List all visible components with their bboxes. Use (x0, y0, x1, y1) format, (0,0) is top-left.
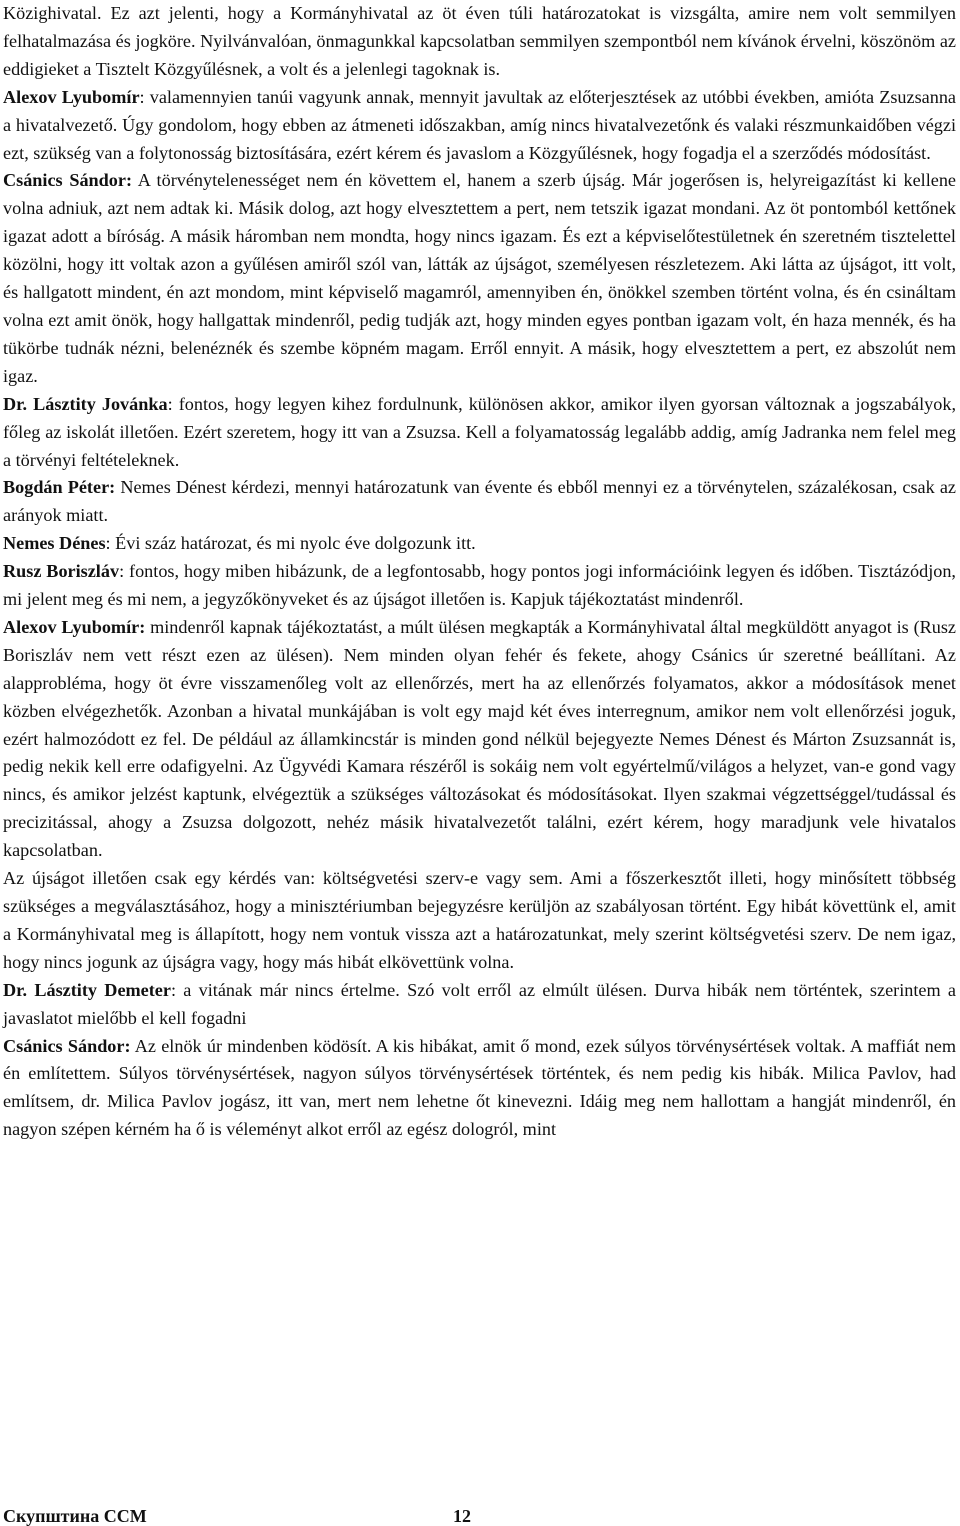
paragraph (3, 0, 956, 84)
paragraph-text: Az elnök úr mindenben ködösít. A kis hibákat, amit ő mond, ezek súlyos törvénysértések voltak. A maffiát nem én említettem. Súlyos törvénysértések, nagyon súlyos törvénysértések történtek, és nem pedig kis hibák. Milica Pavlov, had említsem, dr. Milica Pavlov jogász, itt van, mert nem lehetne őt kinevezni. Idáig meg nem hallottam a hangját mindenről, én nagyon szépen kérném ha ő is véleményt alkot erről az egész dologról, mint (3, 1035, 956, 1140)
paragraph (3, 558, 956, 614)
paragraph-text: Nemes Dénest kérdezi, mennyi határozatunk van évente és ebből mennyi ez a törvénytelen, százalékosan, csak az arányok miatt. (3, 477, 956, 526)
speaker-name: Alexov Lyubomír: (3, 616, 146, 637)
paragraph (3, 474, 956, 530)
paragraph (3, 1033, 956, 1145)
speaker-name: Alexov Lyubomír (3, 86, 140, 107)
speaker-name: Nemes Dénes (3, 533, 106, 554)
speaker-name: Bogdán Péter: (3, 477, 116, 498)
speaker-name: Csánics Sándor: (3, 170, 132, 191)
speaker-name: Csánics Sándor: (3, 1035, 131, 1056)
paragraph (3, 391, 956, 475)
speaker-name: Dr. Lásztity Demeter (3, 979, 171, 1000)
paragraph-text: : fontos, hogy legyen kihez fordulnunk, különösen akkor, amikor ilyen gyorsan változnak a jogszabályok, főleg az iskolát illetően. Ezért szeretem, hogy itt van a Zsuzsa. Kell a folyamatosság legalább addig, amíg Jadranka nem felel meg a törvényi feltételeknek. (3, 393, 956, 470)
paragraph-text: : valamennyien tanúi vagyunk annak, mennyit javultak az előterjesztések az utóbbi években, amióta Zsuzsanna a hivatalvezető. Úgy gondolom, hogy ebben az átmeneti időszakban, amíg nincs hivatalvezetőnk és valaki részmunkaidőben végzi ezt, szükség van a folytonosság biztosítására, ezért kérem és javaslom a Közgyűlésnek, hogy fogadja el a szerződés módosítást. (3, 86, 956, 163)
paragraph-text: Közighivatal. Ez azt jelenti, hogy a Kormányhivatal az öt éven túli határozatokat is vizsgálta, amire nem volt semmilyen felhatalmazása és jogköre. Nyilvánvalóan, önmagunkkal kapcsolatban semmilyen szempontból nem kívánok érvelni, köszönöm az eddigieket a Tisztelt Közgyűlésnek, a volt és a jelenlegi tagoknak is. (3, 3, 956, 79)
paragraph (3, 865, 956, 977)
paragraph-text: : fontos, hogy miben hibázunk, de a legfontosabb, hogy pontos jogi információink legyen és időben. Tisztázódjon, mi jelent meg és mi nem, a jegyzőkönyveket és az újságot illetően is. Kapjuk tájékoztatást mindenről. (3, 561, 956, 610)
speaker-name: Rusz Boriszláv (3, 561, 120, 582)
paragraph (3, 530, 956, 558)
page-number: 12 (453, 1506, 471, 1526)
page-footer (3, 1506, 956, 1526)
document-body (3, 0, 956, 1144)
paragraph-text: Az újságot illetően csak egy kérdés van: költségvetési szerv-e vagy sem. Ami a főszerkesztőt illeti, hogy minősített többség szükséges a megválasztásához, hogy a minisztériumban bejegyzésre kerüljön az szabályosan történt. Egy hibát követtünk el, amit a Kormányhivatal meg is állapított, hogy nem vontuk vissza azt a határozatunkat, mely szerint költségvetési szerv. De nem igaz, hogy nincs jogunk az újságra vagy, hogy más hibát elkövettünk volna. (3, 868, 956, 972)
paragraph (3, 614, 956, 865)
paragraph (3, 977, 956, 1033)
paragraph-text: : Évi száz határozat, és mi nyolc éve dolgozunk itt. (105, 533, 476, 554)
paragraph (3, 167, 956, 390)
paragraph-text: A törvénytelenességet nem én követtem el, hanem a szerb újság. Már jogerősen is, helyreigazítást ki kellene volna adniuk, azt nem adtak ki. Másik dolog, azt hogy elvesztettem a pert, nem tetszik igazat mondani. Az öt pontomból kettőnek igazat adott a bíróság. A másik háromban nem mondta, hogy nincs igazam. És ezt a képviselőtestületnek én szeretném tisztelettel közölni, hogy itt voltak azon a gyűlésen amiről szól van, látták az újságot, személyesen részletezem. Aki látta az újságot, itt volt, és hallgatott mindent, én azt mondom, mint képviselő magamról, amennyiben én, önökkel szemben történt volna, és én csináltam volna ezt amit önök, hogy hallgattak mindenről, pedig tudják azt, hogy minden egyes pontban igazam volt, én haza mennék, és ha tükörbe tudnák nézni, belenéznék és szembe köpném magam. Erről ennyit. A másik, hogy elvesztettem a pert, ez abszolút nem igaz. (3, 170, 956, 386)
footer-title: Скупштина ССМ (3, 1506, 147, 1526)
paragraph (3, 84, 956, 168)
paragraph-text: mindenről kapnak tájékoztatást, a múlt ülésen megkapták a Kormányhivatal által megküldött anyagot is (Rusz Boriszláv nem vett részt ezen az ülésen). Nem minden olyan fehér és fekete, ahogy Csánics úr szeretné beállítani. Az alapprobléma, hogy öt évre visszamenőleg volt az ellenőrzés, mert ha az ellenőrzés folyamatos, akkor a módosítások menet közben elvégezhetők. Azonban a hivatal munkájában is volt egy majd két éves interregnum, amikor nem volt ellenőrzési joguk, ezért halmozódott ez fel. De például az államkincstár is minden gond nélkül bejegyezte Nemes Dénest és Márton Zsuzsannát is, pedig nekik kell erre odafigyelni. Az Ügyvédi Kamara részéről is sokáig nem volt egyértelmű/világos a helyzet, van-e gond vagy nincs, és amikor jelzést kaptunk, elvégeztük a szükséges változásokat és módosításokat. Ilyen szakmai végzettséggel/tudással és precizitással, ahogy a Zsuzsa dolgozott, nehéz másik hivatalvezetőt találni, ezért kérem, hogy maradjunk vele hivatalos kapcsolatban. (3, 616, 956, 861)
paragraph-text: : a vitának már nincs értelme. Szó volt erről az elmúlt ülésen. Durva hibák nem történtek, szerintem a javaslatot mielőbb el kell fogadni (3, 979, 956, 1028)
speaker-name: Dr. Lásztity Jovánka (3, 393, 168, 414)
